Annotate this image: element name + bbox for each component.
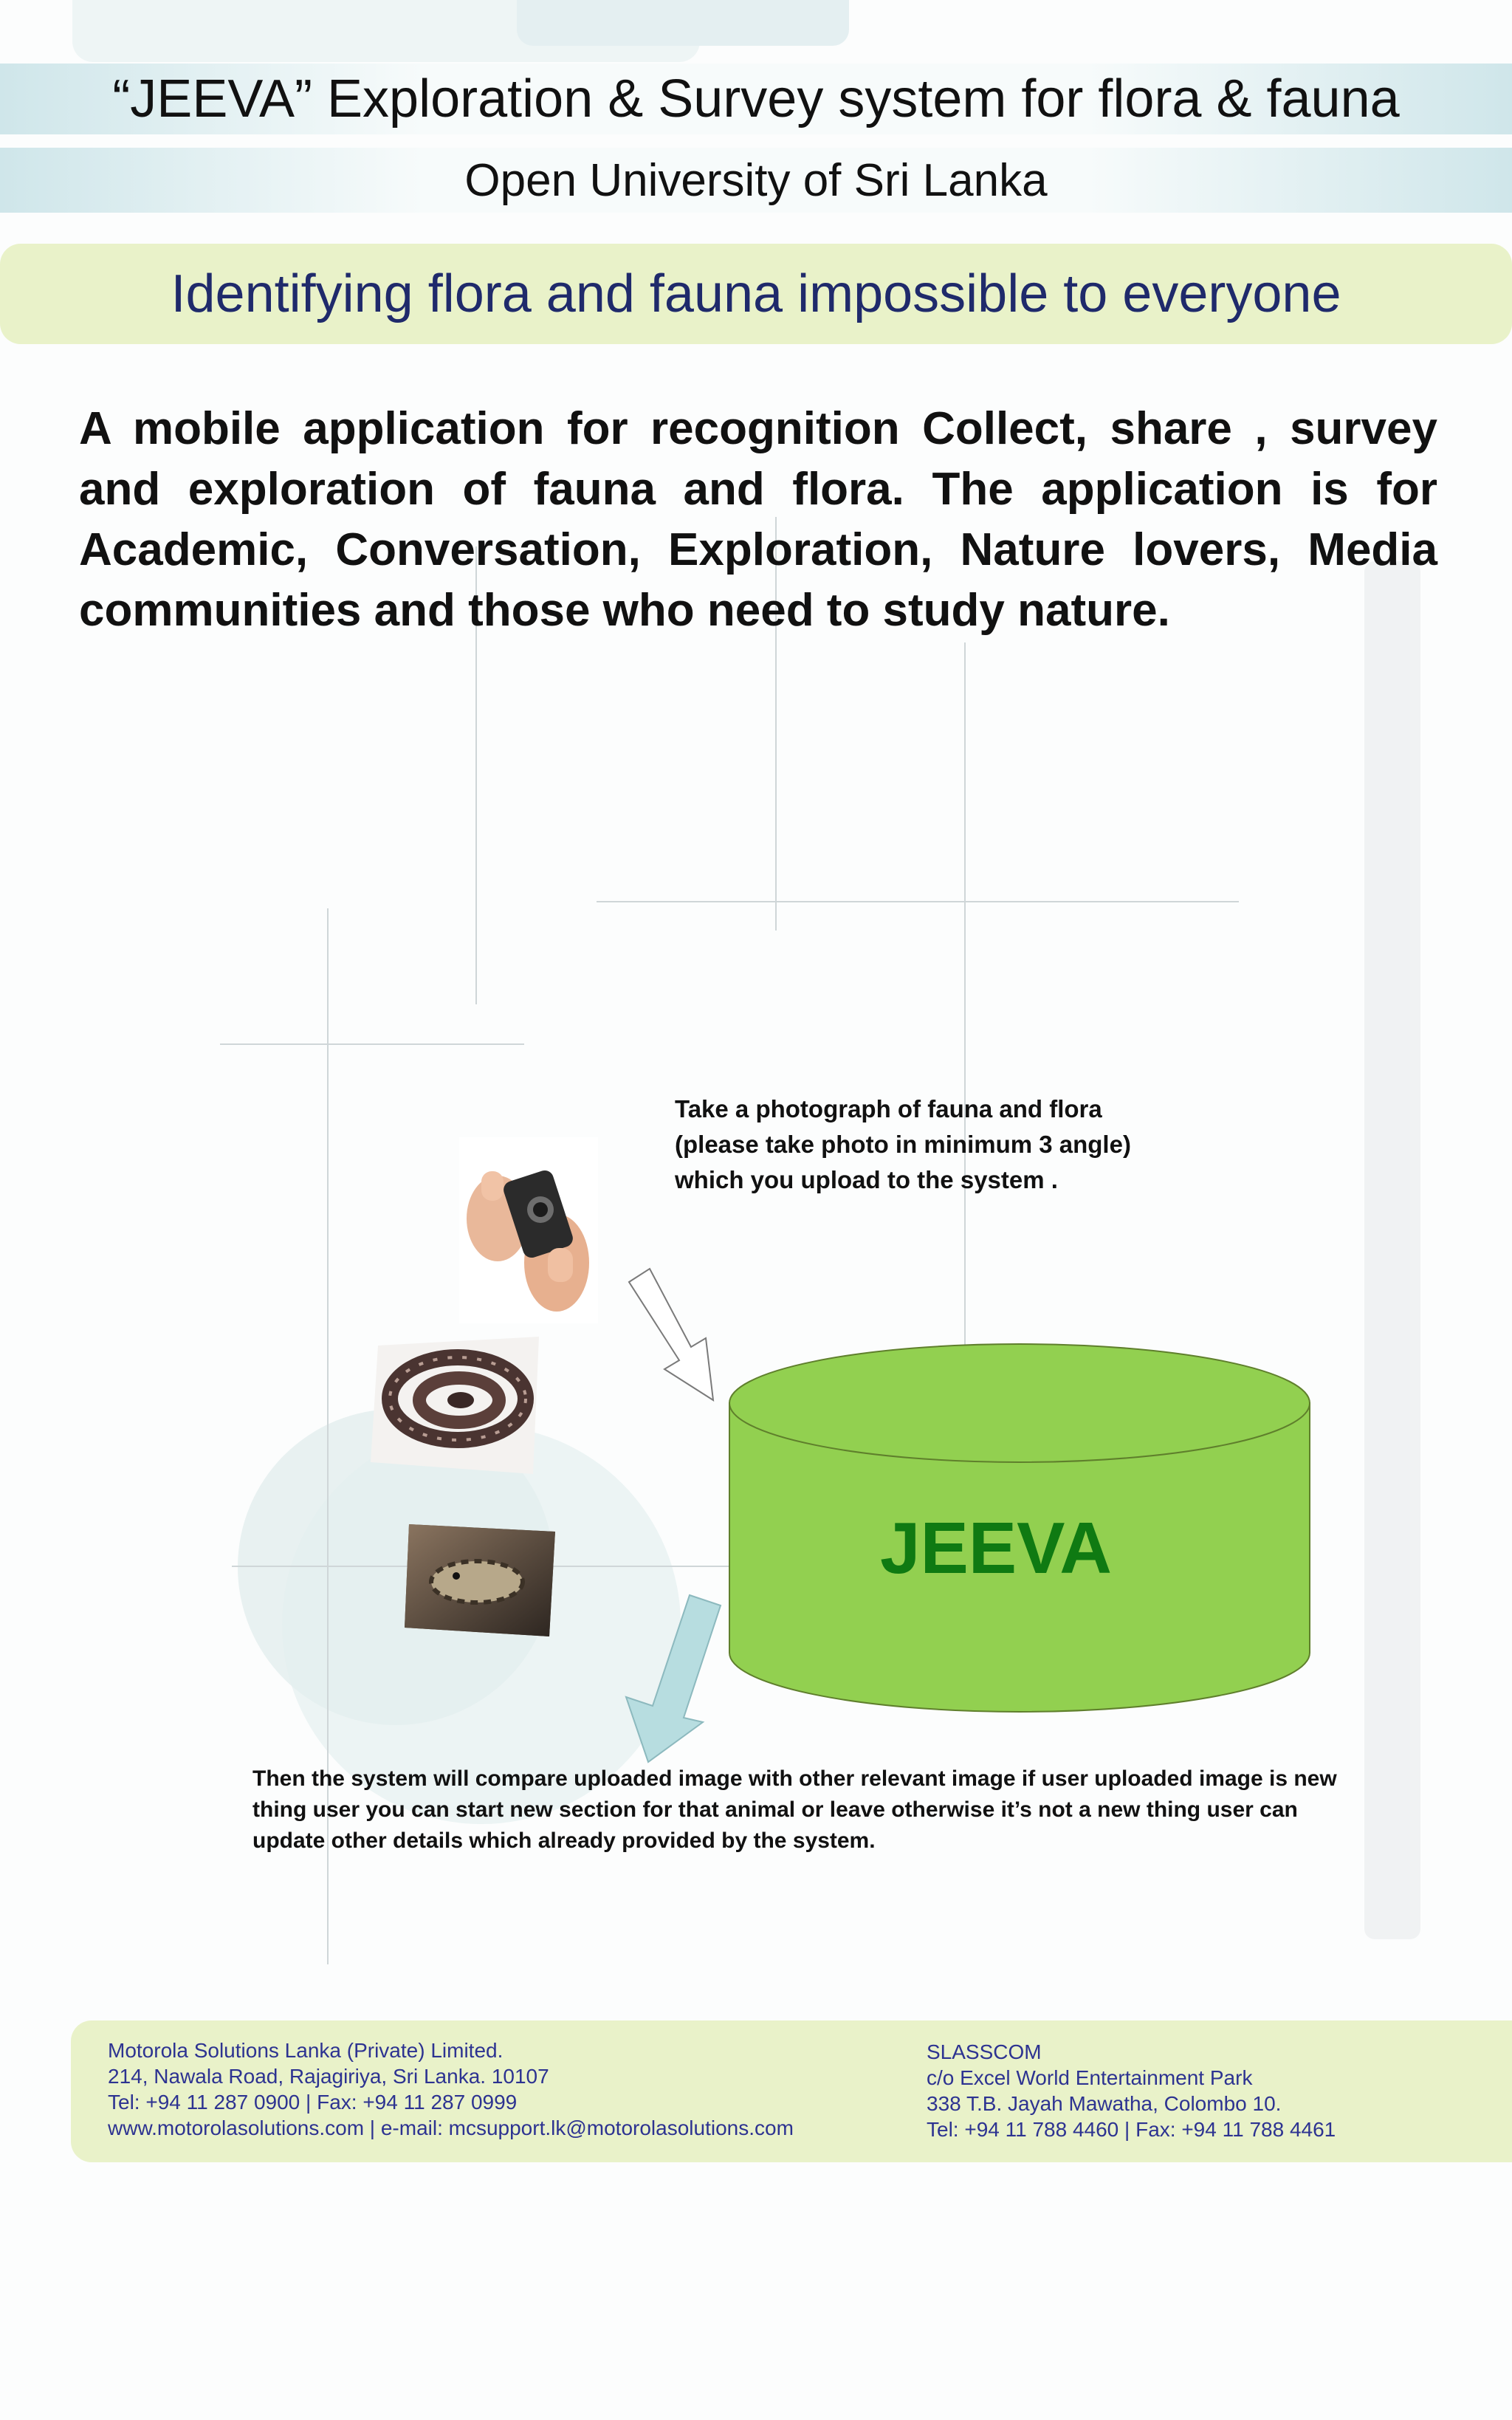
background-decoration: [1364, 561, 1420, 1939]
footer-phone: Tel: +94 11 287 0900 | Fax: +94 11 287 0999: [108, 2091, 518, 2114]
compare-arrow-icon: [619, 1594, 729, 1765]
footer-contact-slasscom: [927, 2039, 1336, 2142]
upload-arrow-icon: [620, 1264, 724, 1405]
footer-web-email: www.motorolasolutions.com | e-mail: mcsupport.lk@motorolasolutions.com: [108, 2116, 794, 2139]
footer-company-name: SLASSCOM: [927, 2040, 1042, 2063]
grid-line: [597, 901, 1239, 902]
intro-paragraph: A mobile application for recognition Collect, share , survey and exploration of fauna and flora. The application is for Academic, Conversation, Exploration, Nature lovers, Media communities and those who need to study nature.: [79, 403, 1437, 636]
grid-line: [220, 1043, 524, 1045]
headline-banner: Identifying flora and fauna impossible to everyone: [0, 244, 1512, 344]
footer-address: c/o Excel World Entertainment Park: [927, 2066, 1253, 2089]
step2-caption: Then the system will compare uploaded image with other relevant image if user uploaded image is new thing user you can start new section for that animal or leave otherwise it’s not a new thing user can update other details which already provided by the system.: [252, 1766, 1337, 1853]
page-title: “JEEVA” Exploration & Survey system for flora & fauna: [0, 64, 1512, 134]
step1-caption: Take a photograph of fauna and flora (please take photo in minimum 3 angle) which you upload to the system .: [675, 1095, 1131, 1193]
footer-company-name: Motorola Solutions Lanka (Private) Limited.: [108, 2039, 504, 2062]
coiled-snake-photo: [371, 1337, 539, 1474]
footer-phone: Tel: +94 11 788 4460 | Fax: +94 11 788 4461: [927, 2118, 1336, 2141]
footer-address: 214, Nawala Road, Rajagiriya, Sri Lanka. 10107: [108, 2065, 549, 2088]
camera-hands-photo: [459, 1137, 598, 1323]
database-label: JEEVA: [879, 1507, 1113, 1588]
footer-address: 338 T.B. Jayah Mawatha, Colombo 10.: [927, 2092, 1282, 2115]
footer-contact-motorola: [108, 2037, 794, 2141]
background-decoration: [517, 0, 849, 46]
page-subtitle: Open University of Sri Lanka: [0, 148, 1512, 213]
snake-head-photo: [405, 1524, 555, 1636]
